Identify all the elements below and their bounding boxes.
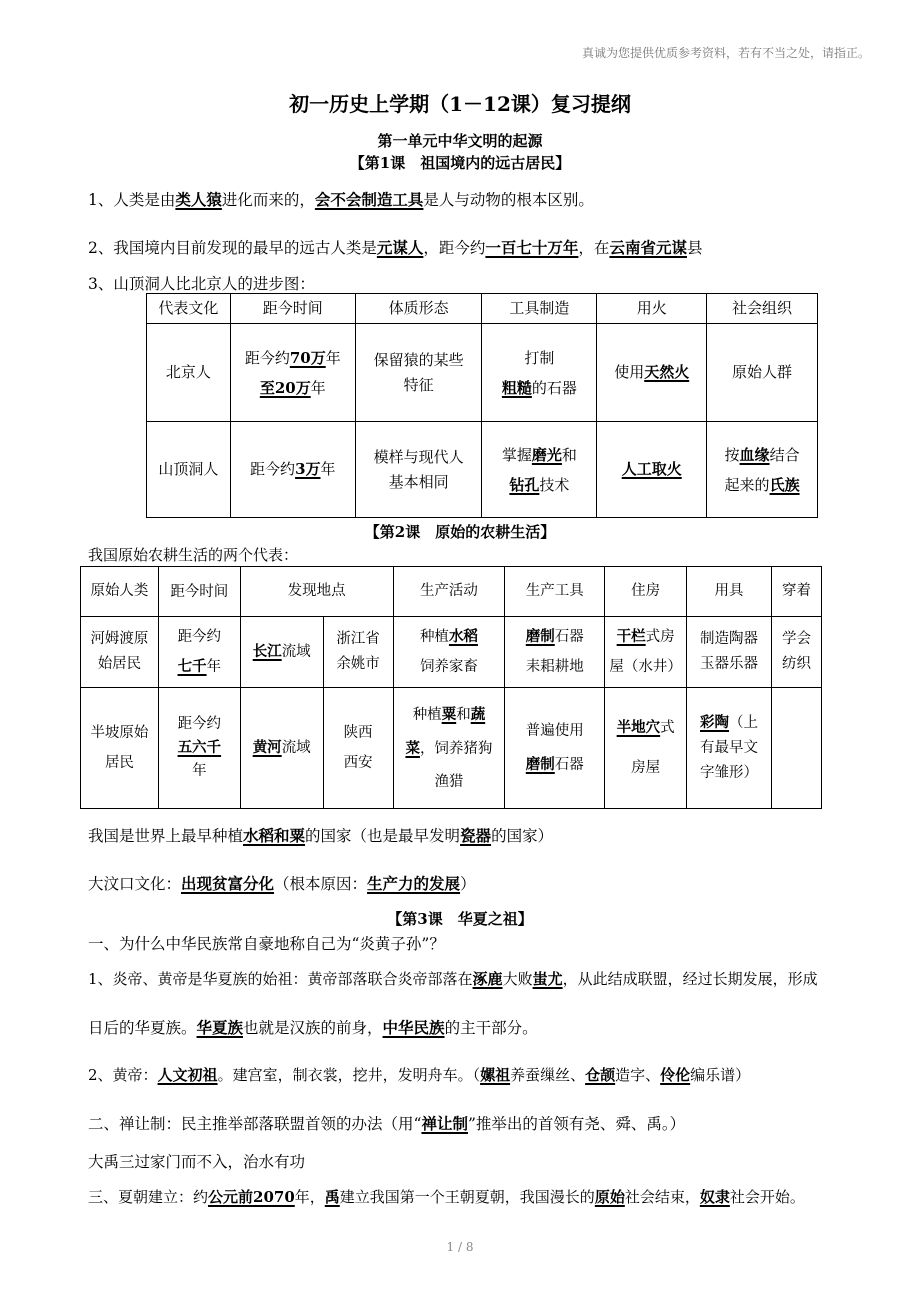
table-cell: 半坡原始 居民 xyxy=(81,688,159,809)
table-cell: 按血缘结合 起来的氏族 xyxy=(707,422,818,518)
table-cell: 彩陶（上 有最早文 字雏形） xyxy=(687,688,772,809)
table-cell: 距今约 七千年 xyxy=(158,617,240,688)
table-header: 距今时间 xyxy=(230,294,355,324)
table-row xyxy=(147,324,818,422)
lesson3-question1: 一、为什么中华民族常自豪地称自己为“炎黄子孙”？ xyxy=(88,935,445,953)
table-row xyxy=(81,688,822,809)
lesson3-para1: 1、炎帝、黄帝是华夏族的始祖：黄帝部落联合炎帝部落在涿鹿大败蚩尤，从此结成联盟，经过长期发展，形成 xyxy=(88,970,818,988)
unit-title: 第一单元中华文明的起源 xyxy=(377,132,543,150)
lesson2-intro: 我国原始农耕生活的两个代表： xyxy=(88,546,299,564)
table-cell: 掌握磨光和 钻孔技术 xyxy=(482,422,597,518)
table-cell: 保留猿的某些 特征 xyxy=(355,324,482,422)
table-header: 发现地点 xyxy=(240,567,393,617)
table-cell: 黄河流域 xyxy=(240,688,323,809)
table-header: 生产活动 xyxy=(393,567,505,617)
table-header: 住房 xyxy=(605,567,687,617)
table-cell: 北京人 xyxy=(147,324,231,422)
lesson3-para2: 2、黄帝：人文初祖。建宫室，制衣裳，挖井，发明舟车。（嫘祖养蚕缫丝、仓颉造字、伶伦编乐谱） xyxy=(88,1066,751,1084)
table-row xyxy=(147,422,818,518)
table-cell: 半地穴式 房屋 xyxy=(605,688,687,809)
lesson3-title: 【第3课 华夏之祖】 xyxy=(387,910,533,928)
table-cell: 种植水稻 饲养家畜 xyxy=(393,617,505,688)
table-cell: 距今约 五六千 年 xyxy=(158,688,240,809)
lesson3-para3: 大禹三过家门而不入，治水有功 xyxy=(88,1153,306,1171)
table-cell xyxy=(771,688,821,809)
lesson1-table xyxy=(146,293,818,518)
table-cell: 磨制石器 耒耜耕地 xyxy=(505,617,605,688)
lesson3-para1b: 日后的华夏族。华夏族也就是汉族的前身，中华民族的主干部分。 xyxy=(88,1018,538,1037)
lesson2-title: 【第2课 原始的农耕生活】 xyxy=(364,523,556,541)
table-cell: 浙江省 余姚市 xyxy=(323,617,393,688)
table-header: 体质形态 xyxy=(355,294,482,324)
page-number: 1 / 8 xyxy=(446,1240,474,1254)
table-cell: 河姆渡原 始居民 xyxy=(81,617,159,688)
header-note: 真诚为您提供优质参考资料，若有不当之处，请指正。 xyxy=(581,46,870,60)
table-cell: 距今约70万年 至20万年 xyxy=(230,324,355,422)
table-cell: 普遍使用 磨制石器 xyxy=(505,688,605,809)
table-cell: 长江流域 xyxy=(240,617,323,688)
table-header: 代表文化 xyxy=(147,294,231,324)
table-cell: 学会 纺织 xyxy=(771,617,821,688)
table-cell: 距今约3万年 xyxy=(230,422,355,518)
table-row xyxy=(81,617,822,688)
table-header: 社会组织 xyxy=(707,294,818,324)
lesson1-title: 【第1课 祖国境内的远古居民】 xyxy=(349,154,571,172)
table-cell: 模样与现代人 基本相同 xyxy=(355,422,482,518)
table-cell: 人工取火 xyxy=(597,422,707,518)
lesson2-table xyxy=(80,566,822,809)
lesson1-line3: 3、山顶洞人比北京人的进步图： xyxy=(88,275,315,293)
page-title: 初一历史上学期（1－12课）复习提纲 xyxy=(289,92,631,116)
table-cell: 制造陶器 玉器乐器 xyxy=(687,617,772,688)
table-header: 距今时间 xyxy=(158,567,240,617)
table-cell: 原始人群 xyxy=(707,324,818,422)
table-cell: 山顶洞人 xyxy=(147,422,231,518)
table-header: 用具 xyxy=(687,567,772,617)
table-cell: 打制 粗糙的石器 xyxy=(482,324,597,422)
table-cell: 使用天然火 xyxy=(597,324,707,422)
lesson3-question2: 二、禅让制：民主推举部落联盟首领的办法（用“禅让制”推举出的首领有尧、舜、禹。） xyxy=(88,1114,686,1133)
lesson2-line1: 我国是世界上最早种植水稻和粟的国家（也是最早发明瓷器的国家） xyxy=(88,826,554,845)
table-header: 用火 xyxy=(597,294,707,324)
table-cell: 干栏式房 屋（水井） xyxy=(605,617,687,688)
lesson2-line2: 大汶口文化：出现贫富分化（根本原因：生产力的发展） xyxy=(88,874,476,893)
table-cell: 种植粟和蔬 菜，饲养猪狗 渔猎 xyxy=(393,688,505,809)
table-header: 穿着 xyxy=(771,567,821,617)
table-header: 原始人类 xyxy=(81,567,159,617)
lesson3-question3: 三、夏朝建立：约公元前2070年，禹建立我国第一个王朝夏朝，我国漫长的原始社会结束，奴隶社会开始。 xyxy=(88,1188,805,1206)
table-cell: 陕西 西安 xyxy=(323,688,393,809)
lesson1-line2: 2、我国境内目前发现的最早的远古人类是元谋人，距今约一百七十万年，在云南省元谋县 xyxy=(88,238,703,257)
table-header: 生产工具 xyxy=(505,567,605,617)
lesson1-line1: 1、人类是由类人猿进化而来的，会不会制造工具是人与动物的根本区别。 xyxy=(88,190,594,209)
table-header: 工具制造 xyxy=(482,294,597,324)
